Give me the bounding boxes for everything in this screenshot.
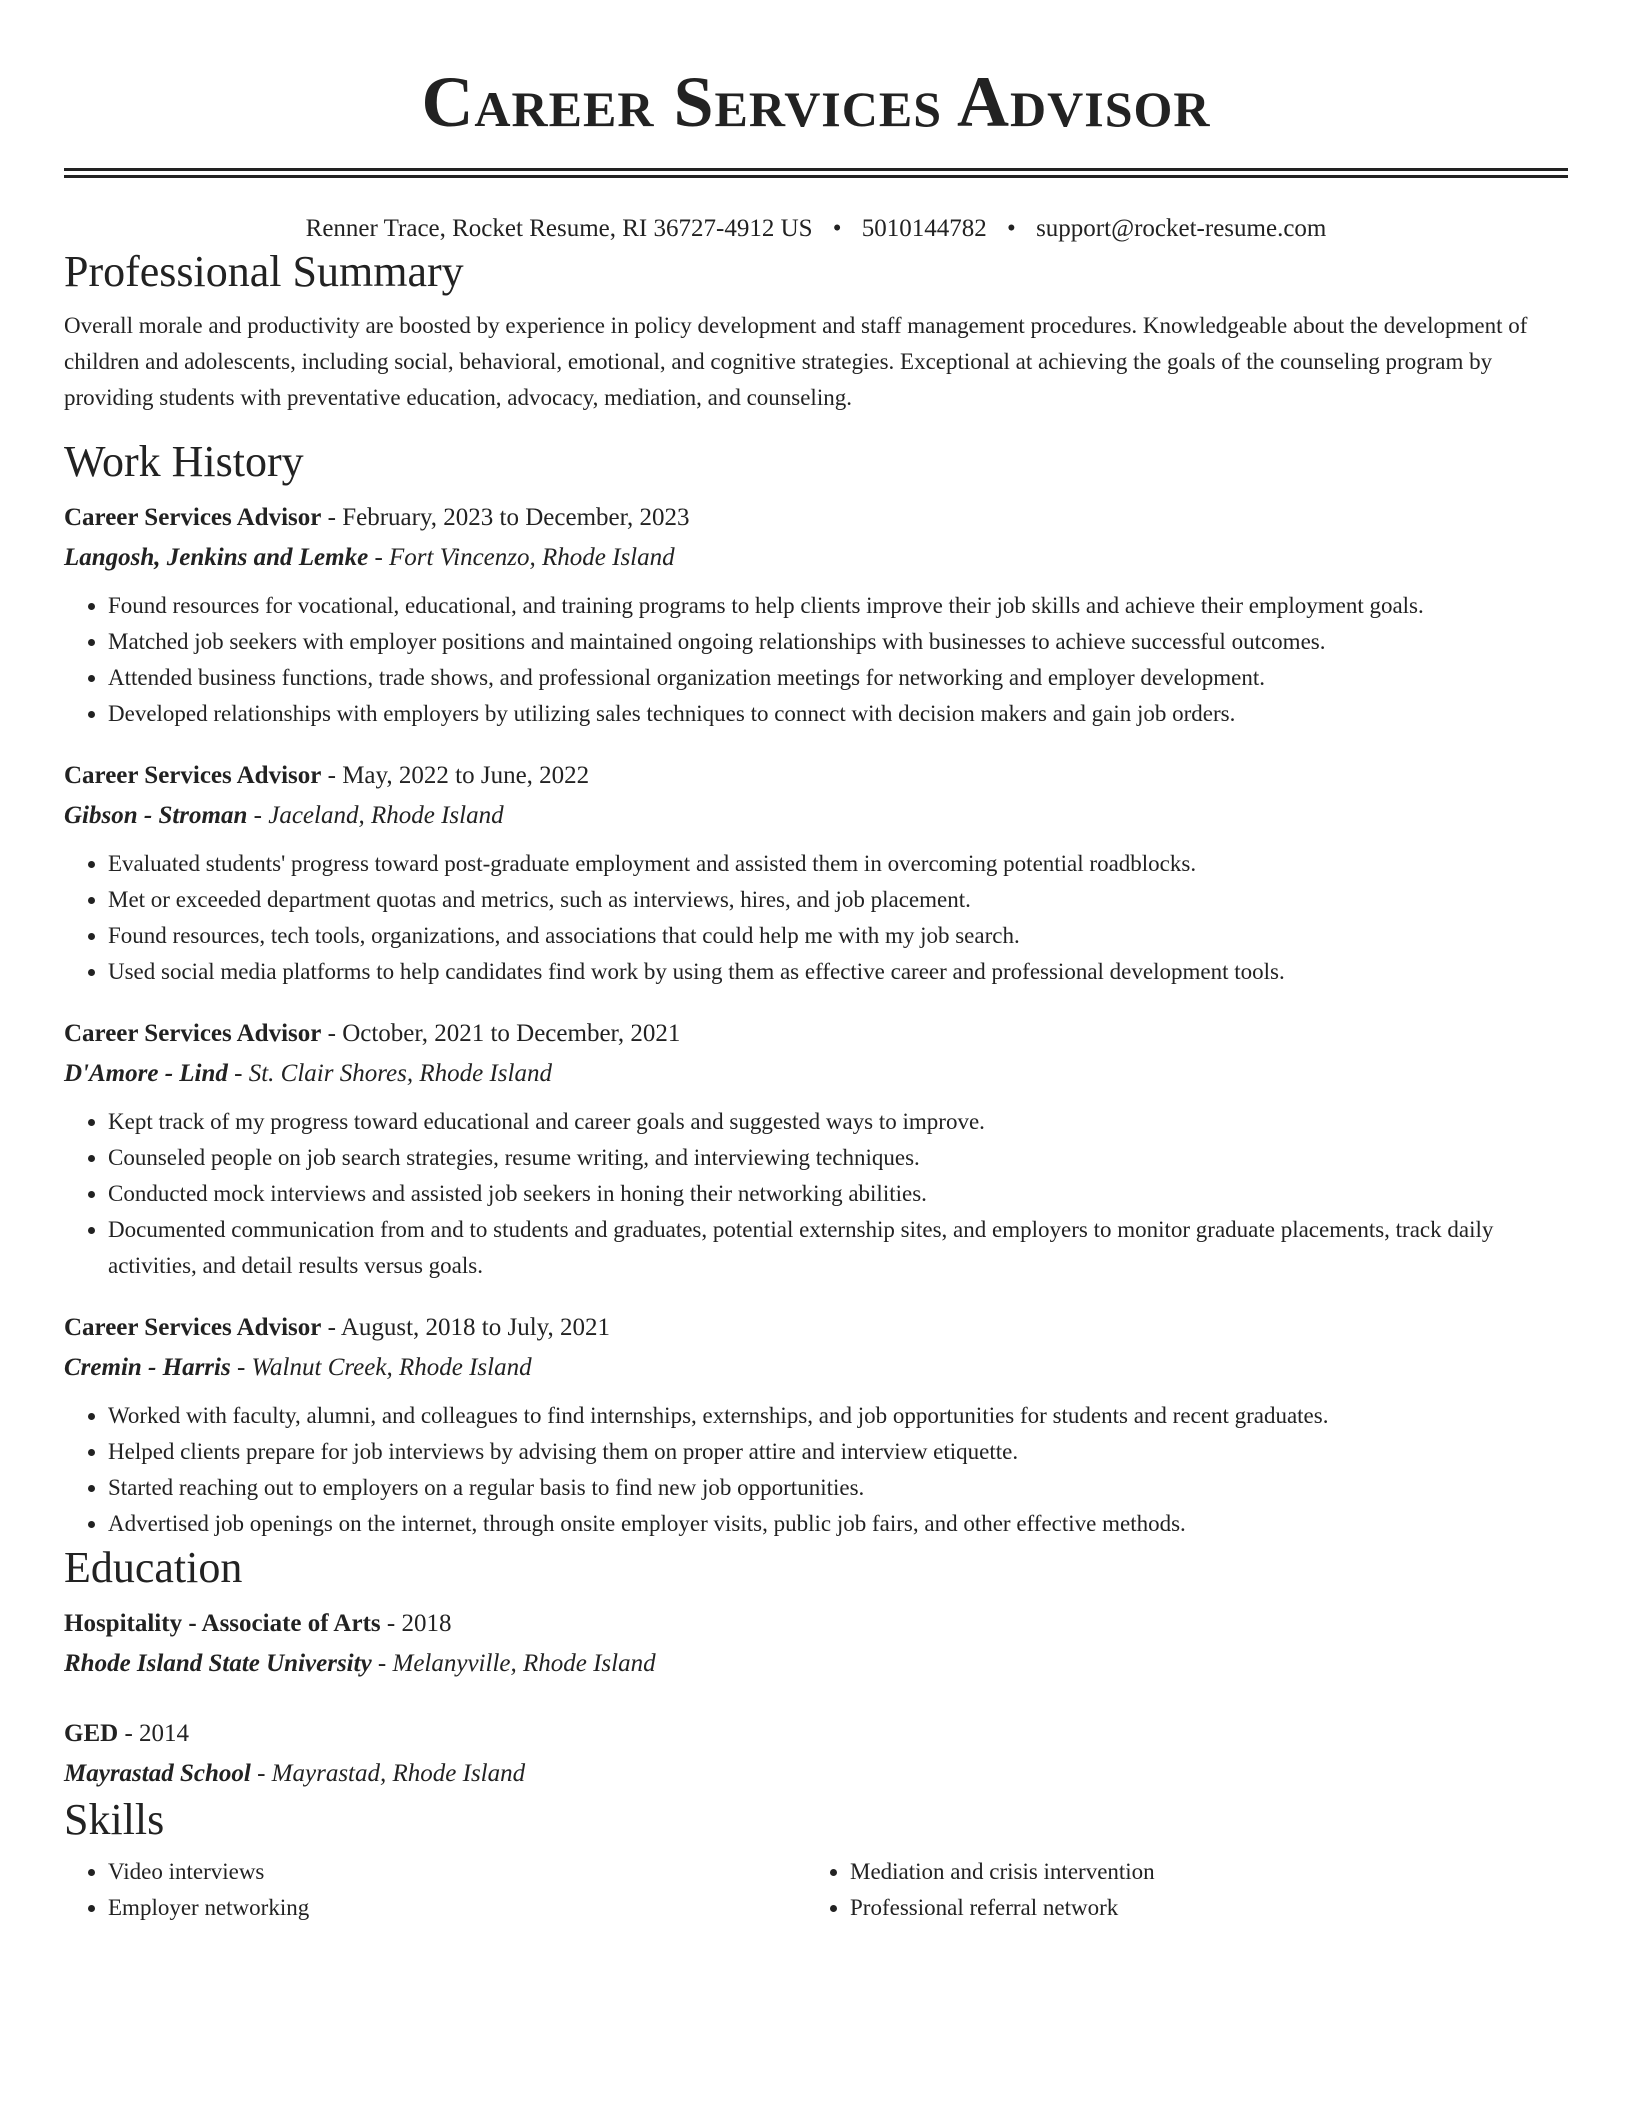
list-item: • Found resources for vocational, educational, and training programs to help clients improve their job skills and achieve their employment goals. <box>108 588 1568 624</box>
contact-phone: 5010144782 <box>861 215 987 242</box>
job-title-line: Career Services Advisor - February, 2023 to December, 2023 <box>64 504 690 531</box>
education-entry <box>64 1604 1568 1684</box>
job-company: D'Amore - Lind <box>64 1060 228 1087</box>
list-item: • Video interviews <box>108 1854 806 1890</box>
job-bullets <box>64 1398 1568 1542</box>
summary-heading: Professional Summary <box>64 247 464 296</box>
job-location: St. Clair Shores, Rhode Island <box>248 1060 552 1087</box>
skills-list <box>64 1854 806 1926</box>
education-school: Rhode Island State University <box>64 1650 372 1677</box>
skills-heading: Skills <box>64 1795 165 1844</box>
job-title: Career Services Advisor <box>64 1314 322 1341</box>
list-item: • Used social media platforms to help candidates find work by using them as effective career and professional development tools. <box>108 954 1568 990</box>
list-item: • Met or exceeded department quotas and metrics, such as interviews, hires, and job placement. <box>108 882 1568 918</box>
job-title-line: Career Services Advisor - August, 2018 to July, 2021 <box>64 1314 611 1341</box>
contact-separator: • <box>1007 215 1016 242</box>
contact-line <box>64 212 1568 246</box>
job-entry <box>64 1308 1568 1542</box>
job-company-line: Langosh, Jenkins and Lemke - Fort Vincenzo, Rhode Island <box>64 544 675 571</box>
title-double-rule <box>64 168 1568 178</box>
list-item: • Documented communication from and to students and graduates, potential externship sites, and employers to monitor graduate placements, track daily activities, and detail results versus goals. <box>108 1212 1568 1284</box>
job-dates: February, 2023 to December, 2023 <box>342 504 690 531</box>
list-item: • Matched job seekers with employer positions and maintained ongoing relationships with businesses to achieve successful outcomes. <box>108 624 1568 660</box>
job-company-line: D'Amore - Lind - St. Clair Shores, Rhode Island <box>64 1060 552 1087</box>
list-item: • Counseled people on job search strategies, resume writing, and interviewing techniques. <box>108 1140 1568 1176</box>
education-school: Mayrastad School <box>64 1760 251 1787</box>
list-item: • Evaluated students' progress toward post-graduate employment and assisted them in overcoming potential roadblocks. <box>108 846 1568 882</box>
resume-page <box>64 0 1568 1926</box>
list-item: • Helped clients prepare for job interviews by advising them on proper attire and interview etiquette. <box>108 1434 1568 1470</box>
job-entry <box>64 1014 1568 1284</box>
education-year: 2018 <box>401 1610 452 1637</box>
contact-separator: • <box>832 215 842 242</box>
job-title: Career Services Advisor <box>64 762 322 789</box>
list-item: • Worked with faculty, alumni, and colleagues to find internships, externships, and job opportunities for students and recent graduates. <box>108 1398 1568 1434</box>
contact-address: Renner Trace, Rocket Resume, RI 36727-4912 US <box>305 215 813 242</box>
education-heading: Education <box>64 1543 243 1592</box>
education-degree-line: GED - 2014 <box>64 1720 190 1747</box>
job-location: Walnut Creek, Rhode Island <box>251 1354 532 1381</box>
skills-grid <box>64 1854 1568 1926</box>
job-location: Jaceland, Rhode Island <box>268 802 504 829</box>
list-item: • Found resources, tech tools, organizations, and associations that could help me with my job search. <box>108 918 1568 954</box>
list-item: • Professional referral network <box>850 1890 1548 1926</box>
job-title: Career Services Advisor <box>64 504 322 531</box>
summary-text: Overall morale and productivity are boosted by experience in policy development and staff management procedures. Knowledgeable about the development of children and adolescents, including social, behavioral, emotional, and cognitive strategies. Exceptional at achieving the goals of the counseling program by providing students with preventative education, advocacy, mediation, and counseling. <box>64 313 1528 410</box>
skills-column-right <box>806 1854 1548 1926</box>
education-degree-line: Hospitality - Associate of Arts - 2018 <box>64 1610 452 1637</box>
list-item: • Started reaching out to employers on a regular basis to find new job opportunities. <box>108 1470 1568 1506</box>
job-company: Gibson - Stroman <box>64 802 248 829</box>
list-item: • Advertised job openings on the internet, through onsite employer visits, public job fairs, and other effective methods. <box>108 1506 1568 1542</box>
list-item: • Kept track of my progress toward educational and career goals and suggested ways to improve. <box>108 1104 1568 1140</box>
job-dates: October, 2021 to December, 2021 <box>342 1020 681 1047</box>
skills-column-left <box>64 1854 806 1926</box>
job-entry <box>64 756 1568 990</box>
education-location: Mayrastad, Rhode Island <box>271 1760 526 1787</box>
education-year: 2014 <box>139 1720 190 1747</box>
work-history-heading: Work History <box>64 437 304 486</box>
education-school-line: Rhode Island State University - Melanyville, Rhode Island <box>64 1650 656 1677</box>
education-degree: Hospitality - Associate of Arts <box>64 1610 381 1637</box>
skills-list <box>806 1854 1548 1926</box>
education-degree: GED <box>64 1720 119 1747</box>
job-company: Langosh, Jenkins and Lemke <box>64 544 369 571</box>
list-item: • Employer networking <box>108 1890 806 1926</box>
job-bullets <box>64 846 1568 990</box>
job-bullets <box>64 1104 1568 1284</box>
job-title: Career Services Advisor <box>64 1020 322 1047</box>
education-location: Melanyville, Rhode Island <box>392 1650 656 1677</box>
education-entry <box>64 1714 1568 1794</box>
contact-email: support@rocket-resume.com <box>1036 215 1327 242</box>
job-location: Fort Vincenzo, Rhode Island <box>389 544 675 571</box>
job-entry <box>64 498 1568 732</box>
job-company-line: Gibson - Stroman - Jaceland, Rhode Island <box>64 802 504 829</box>
education-school-line: Mayrastad School - Mayrastad, Rhode Island <box>64 1760 526 1787</box>
resume-title: Career Services Advisor <box>421 62 1211 142</box>
job-title-line: Career Services Advisor - May, 2022 to June, 2022 <box>64 762 590 789</box>
job-company-line: Cremin - Harris - Walnut Creek, Rhode Island <box>64 1354 532 1381</box>
job-company: Cremin - Harris <box>64 1354 231 1381</box>
list-item: • Conducted mock interviews and assisted job seekers in honing their networking abilities. <box>108 1176 1568 1212</box>
job-dates: August, 2018 to July, 2021 <box>340 1314 611 1341</box>
job-bullets <box>64 588 1568 732</box>
list-item: • Developed relationships with employers by utilizing sales techniques to connect with decision makers and gain job orders. <box>108 696 1568 732</box>
job-dates: May, 2022 to June, 2022 <box>342 762 590 789</box>
job-title-line: Career Services Advisor - October, 2021 to December, 2021 <box>64 1020 681 1047</box>
list-item: • Attended business functions, trade shows, and professional organization meetings for networking and employer development. <box>108 660 1568 696</box>
list-item: • Mediation and crisis intervention <box>850 1854 1548 1890</box>
